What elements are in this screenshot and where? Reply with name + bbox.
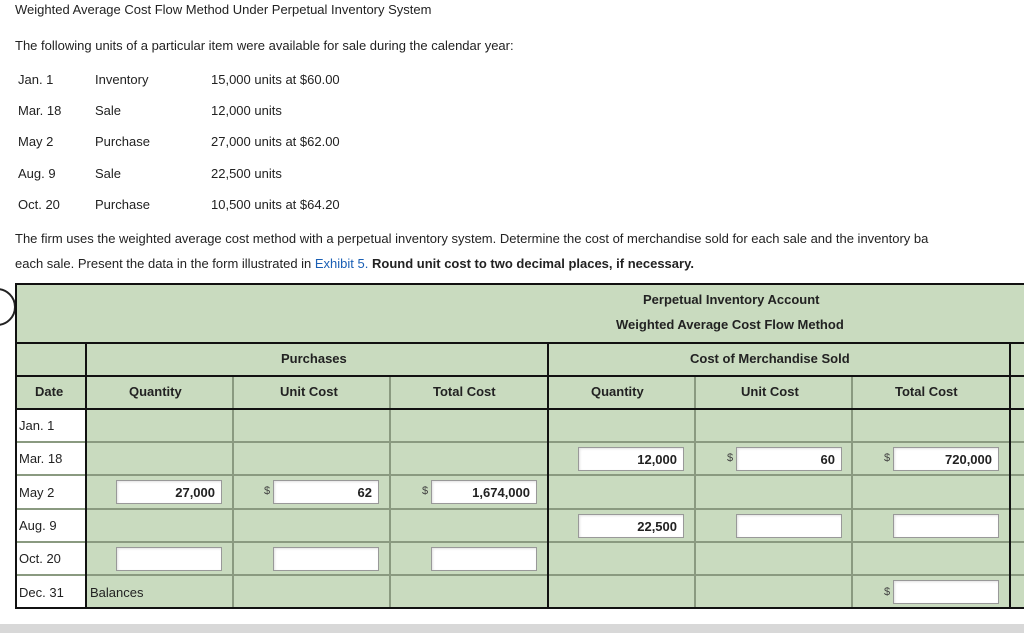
col-pur-unit-label: Unit Cost: [280, 384, 338, 399]
table-cell: [1010, 442, 1024, 475]
col-date-label: Date: [35, 384, 64, 399]
schedule-type: Purchase: [95, 134, 150, 149]
circle-indicator-icon: [0, 288, 16, 326]
schedule-type: Inventory: [95, 72, 149, 87]
balances-label: Balances: [90, 585, 144, 600]
cogs-header: Cost of Merchandise Sold: [690, 351, 850, 366]
dollar-sign: $: [422, 485, 429, 497]
cogs-total-cost-input[interactable]: [893, 514, 999, 538]
row-date: May 2: [19, 485, 55, 500]
table-cell: [390, 409, 548, 442]
cogs-unit-cost-input[interactable]: 60: [736, 447, 842, 471]
rounding-note: Round unit cost to two decimal places, if necessary.: [372, 256, 694, 271]
table-cell: [390, 509, 548, 542]
intro-text: The following units of a particular item were available for sale during the calendar year:: [15, 38, 514, 53]
table-cell: [86, 409, 233, 442]
schedule-type: Sale: [95, 103, 122, 118]
schedule-detail: 27,000 units at $62.00: [211, 134, 340, 149]
schedule-date: Aug. 9: [18, 166, 56, 181]
table-cell: [695, 575, 852, 609]
table-cell: [695, 409, 852, 442]
instructions-text: each sale. Present the data in the form illustrated in: [15, 256, 315, 271]
table-cell: [233, 442, 390, 475]
row-date: Jan. 1: [19, 418, 55, 433]
table-border: [85, 343, 87, 609]
table-cell: [548, 575, 695, 609]
table-border: [15, 342, 1024, 344]
schedule-detail: 12,000 units: [211, 103, 282, 118]
table-cell: [852, 409, 1010, 442]
schedule-date: Jan. 1: [18, 72, 54, 87]
dollar-sign: $: [884, 452, 891, 464]
col-inventory-partial: [1010, 376, 1024, 409]
col-pur-qty-label: Quantity: [129, 384, 182, 399]
table-cell: [233, 509, 390, 542]
dollar-sign: $: [884, 586, 891, 598]
schedule-date: May 2: [18, 134, 54, 149]
schedule-type: Purchase: [95, 197, 150, 212]
table-title: Perpetual Inventory Account: [643, 292, 820, 307]
schedule-detail: 22,500 units: [211, 166, 282, 181]
table-cell: [233, 409, 390, 442]
instructions-line-1: The firm uses the weighted average cost method with a perpetual inventory system. Determine the cost of merchandise sold for each sale and the inventory ba: [15, 231, 929, 246]
cogs-total-cost-input[interactable]: [893, 580, 999, 604]
schedule-detail: 10,500 units at $64.20: [211, 197, 340, 212]
table-border: [15, 283, 1024, 285]
page-title: Weighted Average Cost Flow Method Under Perpetual Inventory System: [15, 2, 432, 17]
table-cell: [548, 409, 695, 442]
table-cell: [86, 442, 233, 475]
table-border: [15, 375, 1024, 377]
table-cell: [1010, 509, 1024, 542]
table-cell: [548, 542, 695, 575]
horizontal-scrollbar[interactable]: [0, 624, 1024, 633]
dollar-sign: $: [264, 485, 271, 497]
table-title-band: [15, 283, 1024, 343]
table-cell: [233, 575, 390, 609]
row-date: Aug. 9: [19, 518, 57, 533]
table-cell: [1010, 575, 1024, 609]
schedule-date: Mar. 18: [18, 103, 62, 118]
cogs-quantity-input[interactable]: 22,500: [578, 514, 684, 538]
row-date: Dec. 31: [19, 585, 64, 600]
purchase-total-cost-input[interactable]: [431, 547, 537, 571]
header-inventory-partial: [1010, 343, 1024, 376]
purchase-total-cost-input[interactable]: 1,674,000: [431, 480, 537, 504]
table-border: [547, 343, 549, 609]
table-cell: [695, 542, 852, 575]
table-border: [15, 607, 1024, 609]
cogs-total-cost-input[interactable]: 720,000: [893, 447, 999, 471]
table-cell: [1010, 409, 1024, 442]
table-cell: [390, 575, 548, 609]
cogs-unit-cost-input[interactable]: [736, 514, 842, 538]
table-subtitle: Weighted Average Cost Flow Method: [616, 317, 844, 332]
table-cell: [86, 509, 233, 542]
col-cogs-qty-label: Quantity: [591, 384, 644, 399]
instructions-line-2: [15, 256, 694, 271]
table-cell: [852, 475, 1010, 509]
table-cell: [695, 475, 852, 509]
purchase-unit-cost-input[interactable]: 62: [273, 480, 379, 504]
col-cogs-total-label: Total Cost: [895, 384, 958, 399]
dollar-sign: $: [727, 452, 734, 464]
purchases-header: Purchases: [281, 351, 347, 366]
schedule-date: Oct. 20: [18, 197, 60, 212]
table-cell: [852, 542, 1010, 575]
schedule-detail: 15,000 units at $60.00: [211, 72, 340, 87]
row-date: Mar. 18: [19, 451, 63, 466]
purchase-quantity-input[interactable]: 27,000: [116, 480, 222, 504]
purchase-unit-cost-input[interactable]: [273, 547, 379, 571]
exhibit-link[interactable]: Exhibit 5.: [314, 256, 369, 271]
schedule-type: Sale: [95, 166, 122, 181]
cogs-quantity-input[interactable]: 12,000: [578, 447, 684, 471]
header-blank: [15, 343, 86, 376]
table-border: [15, 283, 17, 609]
table-cell: [390, 442, 548, 475]
row-date: Oct. 20: [19, 551, 61, 566]
table-cell: [1010, 542, 1024, 575]
col-cogs-unit-label: Unit Cost: [741, 384, 799, 399]
purchase-quantity-input[interactable]: [116, 547, 222, 571]
col-pur-total-label: Total Cost: [433, 384, 496, 399]
table-border: [15, 408, 1024, 410]
table-cell: [1010, 475, 1024, 509]
table-cell: [548, 475, 695, 509]
table-border: [1009, 343, 1011, 609]
